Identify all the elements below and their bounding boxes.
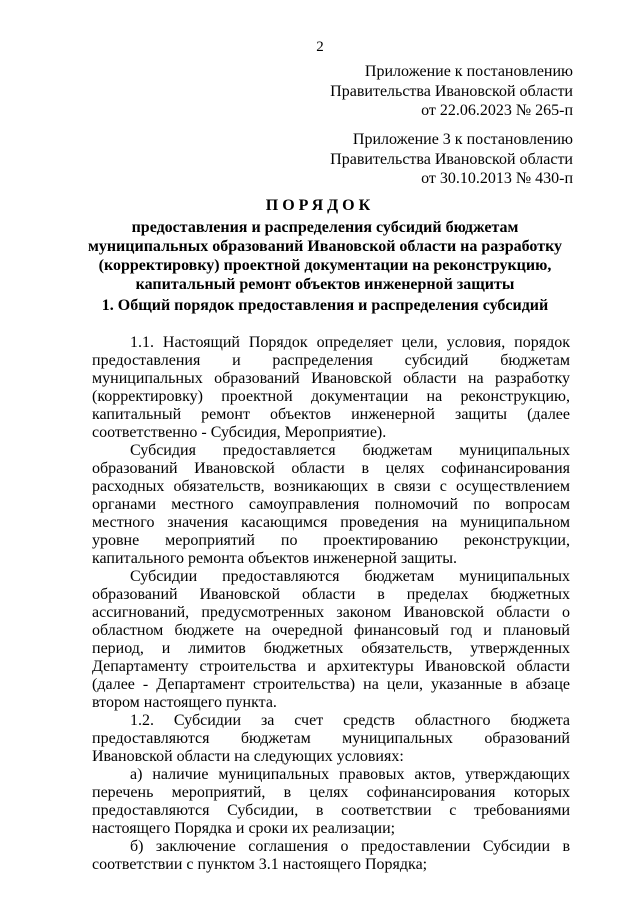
paragraph-1-2: 1.2. Субсидии за счет средств областного бюджета предоставляются бюджетам муниципальных образований Ивановской области на следующих условиях: [92,712,570,765]
paragraph-subsidy-limits: Субсидии предоставляются бюджетам муниципальных образований Ивановской области в пределах бюджетных ассигнований, предусмотренных законом Ивановской области о областном бюджете на очередной финансовый год и плановый период, и лимитов бюджетных обязательств, утвержденных Департаменту строительства и архитектуры Ивановской области (далее - Департамент строительства) на цели, указанные в абзаце втором настоящего пункта. [92,568,570,711]
appendix-original-line1: Приложение 3 к постановлению [352,131,573,148]
appendix-current-line2: Правительства Ивановской области [330,82,573,100]
document-title: ПОРЯДОК [265,197,375,214]
paragraph-1-1: 1.1. Настоящий Порядок определяет цели, условия, порядок предоставления и распределения субсидий бюджетам муниципальных образований Ивановской области на разработку (корректировку) проектной документации на реконструкцию, капитальный ремонт объектов инженерной защиты (далее соответственно - Субсидия, Мероприятие). [92,334,570,441]
section-heading: 1. Общий порядок предоставления и распределения субсидий [101,297,549,314]
subtitle-line1: предоставления и распределения субсидий бюджетам [131,219,519,236]
page-number: 2 [316,39,324,55]
appendix-current-line1: Приложение к постановлению [364,63,573,80]
document-subtitle [80,218,570,294]
paragraph-condition-b: б) заключение соглашения о предоставлении Субсидии в соответствии с пунктом 3.1 настоящего Порядка; [92,838,570,873]
paragraph-subsidy-purpose: Субсидия предоставляется бюджетам муниципальных образований Ивановской области в целях софинансирования расходных обязательств, возникающих в связи с осуществлением органами местного самоуправления полномочий по вопросам местного значения касающимся проведения на муниципальном уровне мероприятий по проектированию реконструкции, капитального ремонта объектов инженерной защиты. [92,442,570,567]
subtitle-line2: муниципальных образований Ивановской области на разработку [87,238,563,255]
subtitle-line4: капитальный ремонт объектов инженерной защиты [135,276,515,293]
appendix-original-line3: от 30.10.2013 № 430-п [421,170,573,187]
body-text [92,334,570,874]
paragraph-condition-a: а) наличие муниципальных правовых актов, утверждающих перечень мероприятий, в целях софинансирования которых предоставляются Субсидии, в соответствии с требованиями настоящего Порядка и сроки их реализации; [92,766,570,837]
appendix-current-block [330,62,573,121]
appendix-original-line2: Правительства Ивановской области [330,150,573,168]
appendix-current-line3: от 22.06.2023 № 265-п [421,102,573,119]
subtitle-line3: (корректировку) проектной документации на реконструкцию, [98,257,552,274]
appendix-original-block [330,130,573,189]
